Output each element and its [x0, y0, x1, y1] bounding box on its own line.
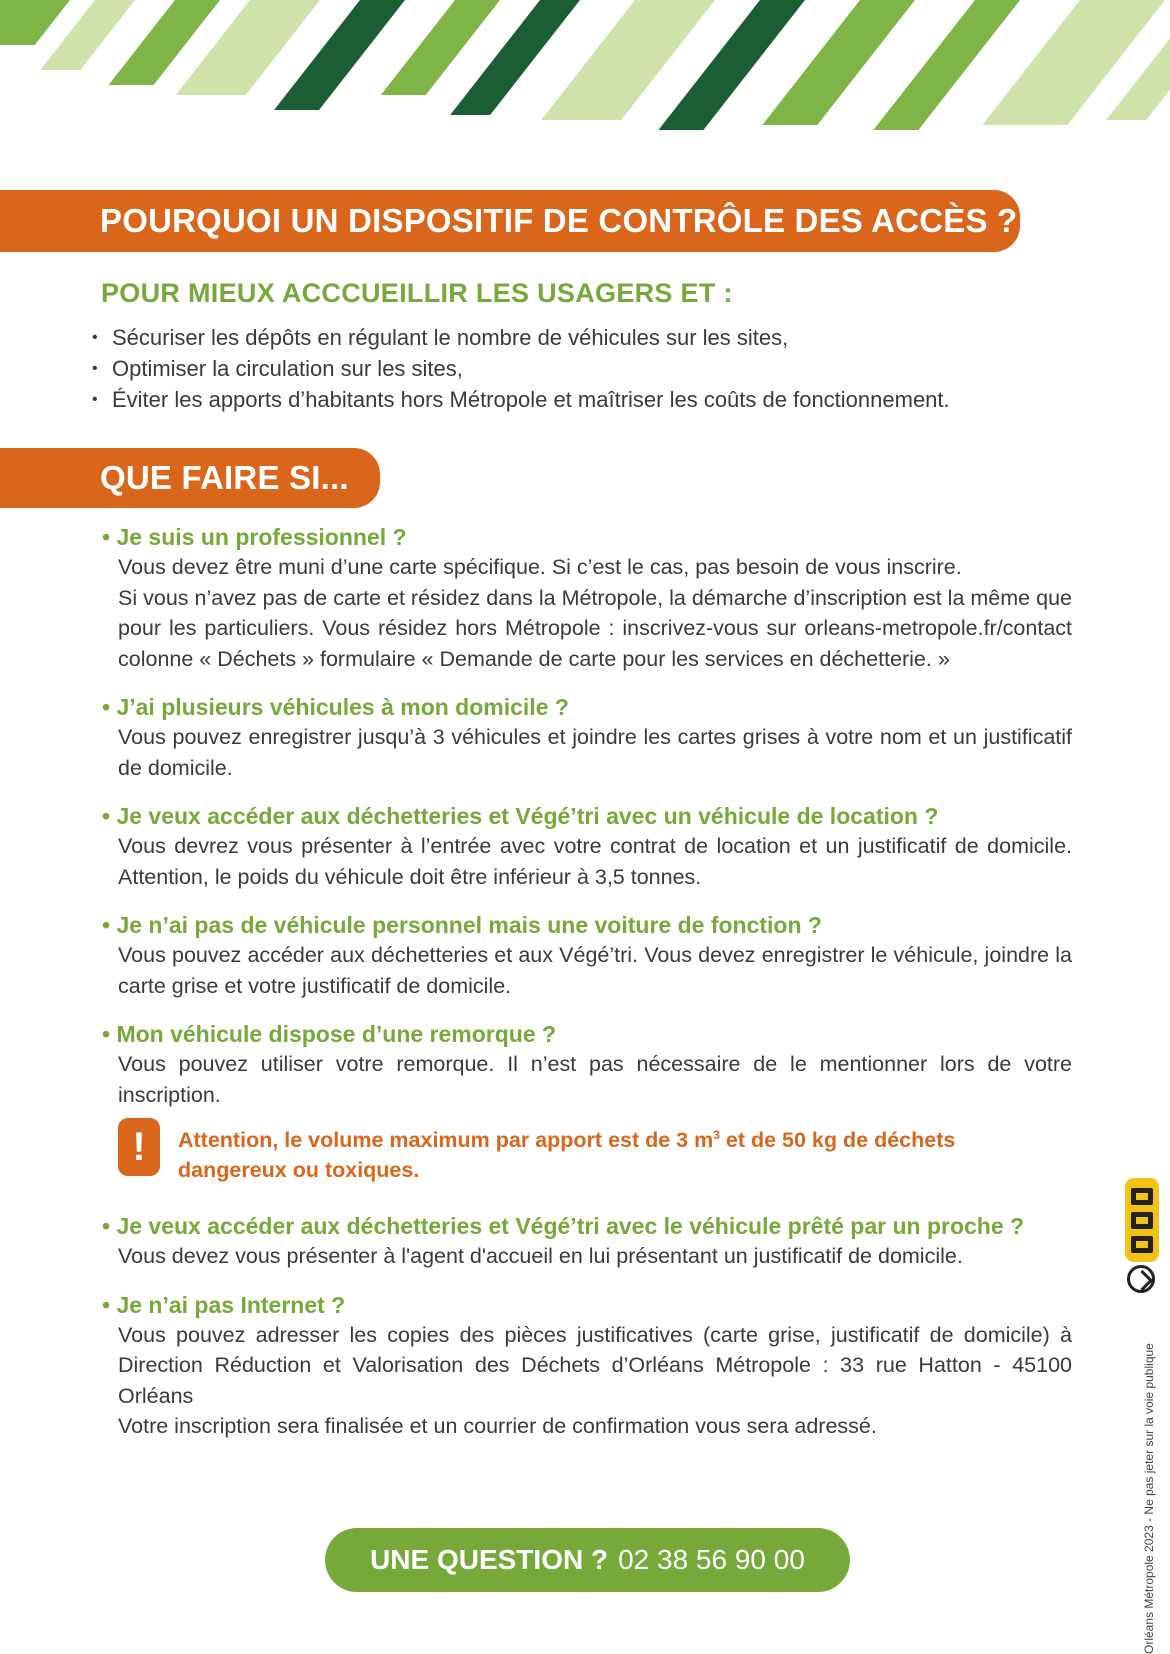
why-banner — [0, 190, 1020, 252]
warning-superscript: 3 — [713, 1128, 720, 1142]
what-banner — [0, 448, 380, 508]
why-banner-title: POURQUOI UN DISPOSITIF DE CONTRÔLE DES ACCÈS ? — [100, 202, 1018, 239]
faq-question: • Mon véhicule dispose d’une remorque ? — [102, 1021, 557, 1047]
warning-callout — [118, 1118, 1072, 1185]
faq-question: • Je n’ai pas Internet ? — [102, 1291, 346, 1318]
document-icon — [1131, 1212, 1153, 1229]
faq-answer: Vous pouvez enregistrer jusqu’à 3 véhicules et joindre les cartes grises à votre nom et un justificatif de domicile. — [118, 725, 1072, 780]
faq-item — [102, 1211, 1072, 1272]
faq-question: • Je veux accéder aux déchetteries et Végé’tri avec le véhicule prêté par un proche ? — [102, 1213, 1025, 1240]
faq-answer: Vous devrez vous présenter à l’entrée avec votre contrat de location et un justificatif de domicile. Attention, le poids du véhicule doit être inférieur à 3,5 tonnes. — [118, 834, 1072, 889]
container-icon — [1131, 1236, 1153, 1253]
faq-question: • Je veux accéder aux déchetteries et Végé’tri avec un véhicule de location ? — [102, 803, 939, 829]
faq-question: • J’ai plusieurs véhicules à mon domicile ? — [102, 694, 569, 720]
faq-answer: Vous pouvez utiliser votre remorque. Il n’est pas nécessaire de le mentionner lors de votre inscription. — [118, 1052, 1072, 1107]
faq-item — [102, 1019, 1072, 1110]
contact-label: UNE QUESTION ? — [370, 1544, 609, 1575]
list-item: • Sécuriser les dépôts en régulant le nombre de véhicules sur les sites, — [92, 322, 972, 353]
faq-question: • Je suis un professionnel ? — [102, 524, 407, 550]
faq-question: • Je n’ai pas de véhicule personnel mais une voiture de fonction ? — [102, 912, 822, 938]
faq-answer: Vous devez être muni d’une carte spécifique. Si c’est le cas, pas besoin de vous inscrire. Si vous n’avez pas de carte et résidez dans la Métropole, la démarche d’inscription est la même que pour les particuliers. Vous résidez hors Métropole : inscrivez-vous sur orleans-metropole.fr/contact colonne « Déchets » formulaire « Demande de carte pour les services en déchetterie. » — [118, 555, 1072, 671]
list-item: • Optimiser la circulation sur les sites, — [92, 353, 972, 384]
stripe — [0, 0, 70, 45]
contact-pill — [325, 1528, 850, 1592]
faq-answer: Vous pouvez adresser les copies des pièces justificatives (carte grise, justificatif de domicile) à Direction Réduction et Valorisation des Déchets d’Orléans Métropole : 33 rue Hatton - 45100 Orléans Votre inscription sera finalisée et un courrier de confirmation vous sera adressé. — [118, 1322, 1072, 1439]
faq-section — [102, 522, 1072, 1460]
intro-list — [92, 322, 972, 415]
faq-answer: Vous devez vous présenter à l'agent d'accueil en lui présentant un justificatif de domicile. — [118, 1244, 963, 1269]
warning-text-part: et de 50 kg de déchets dangereux ou toxiques. — [178, 1128, 956, 1183]
faq-item — [102, 522, 1072, 674]
bin-icon — [1131, 1188, 1153, 1205]
contact-phone: 02 38 56 90 00 — [618, 1544, 805, 1575]
decorative-stripes — [0, 0, 1170, 150]
faq-item — [102, 910, 1072, 1001]
side-note: Orléans Métropole 2023 - Ne pas jeter sur la voie publique — [1142, 1343, 1156, 1654]
recycle-icon — [1127, 1265, 1155, 1293]
exclamation-icon: ! — [118, 1118, 160, 1176]
what-banner-title: QUE FAIRE SI... — [100, 459, 349, 496]
list-item: • Éviter les apports d’habitants hors Métropole et maîtriser les coûts de fonctionnement. — [92, 384, 972, 415]
warning-text — [178, 1118, 1028, 1185]
faq-item — [102, 1290, 1072, 1442]
faq-answer: Vous pouvez accéder aux déchetteries et aux Végé’tri. Vous devez enregistrer le véhicule, joindre la carte grise et votre justificatif de domicile. — [118, 943, 1072, 998]
faq-item — [102, 801, 1072, 892]
warning-text-part: Attention, le volume maximum par apport est de 3 m — [178, 1128, 714, 1153]
intro-heading: POUR MIEUX ACCCUEILLIR LES USAGERS ET : — [101, 278, 733, 308]
sorting-badge — [1125, 1178, 1159, 1262]
faq-item — [102, 692, 1072, 783]
